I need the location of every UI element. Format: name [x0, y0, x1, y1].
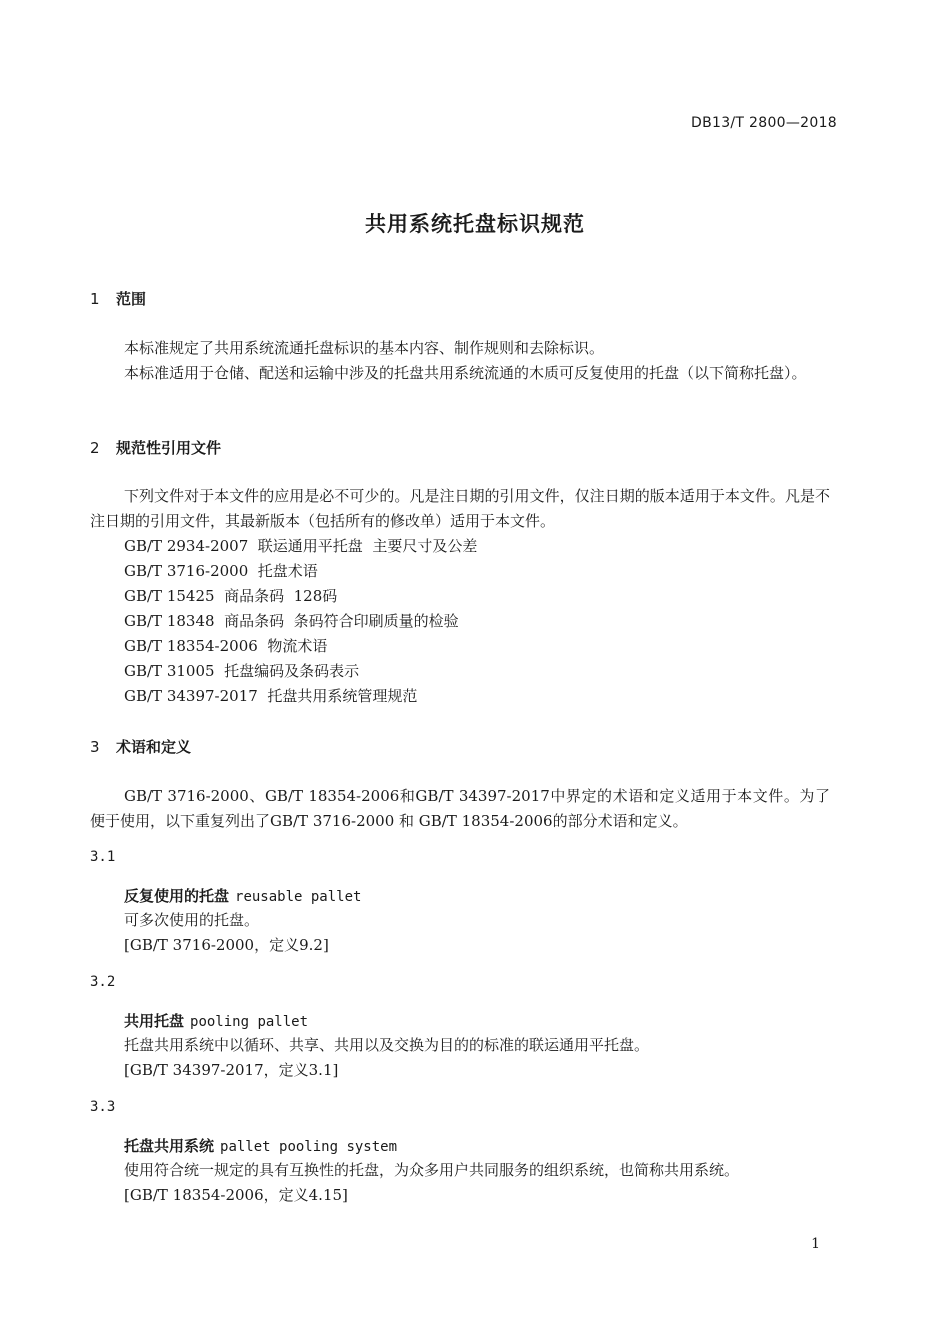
- section-heading: [90, 437, 221, 458]
- paragraph: 本标准规定了共用系统流通托盘标识的基本内容、制作规则和去除标识。: [124, 339, 605, 357]
- section-title: 范围: [116, 290, 147, 308]
- term-number: 3.3: [90, 1099, 116, 1115]
- term-name: [124, 885, 361, 906]
- term-number: 3.1: [90, 849, 116, 865]
- section-number: 2: [90, 439, 100, 457]
- paragraph: 下列文件对于本文件的应用是必不可少的。凡是注日期的引用文件，仅注日期的版本适用于本文件。凡是不注日期的引用文件，其最新版本（包括所有的修改单）适用于本文件。: [90, 487, 830, 530]
- term-zh: 反复使用的托盘: [124, 887, 230, 905]
- standard-code: DB13/T 2800—2018: [691, 115, 837, 131]
- term-en: reusable pallet: [235, 889, 362, 905]
- section-title: 规范性引用文件: [116, 439, 222, 457]
- paragraph: GB/T 3716-2000、GB/T 18354-2006和GB/T 34397-2017中界定的术语和定义适用于本文件。为了便于使用，以下重复列出了GB/T 3716-2000 和 GB/T 18354-2006的部分术语和定义。: [90, 787, 830, 830]
- reference-item: GB/T 3716-2000 托盘术语: [124, 562, 318, 580]
- reference-item: GB/T 31005 托盘编码及条码表示: [124, 662, 360, 680]
- term-definition: 托盘共用系统中以循环、共享、共用以及交换为目的的标准的联运通用平托盘。: [124, 1036, 650, 1054]
- reference-item: GB/T 34397-2017 托盘共用系统管理规范: [124, 687, 418, 705]
- term-en: pooling pallet: [190, 1014, 309, 1030]
- reference-item: GB/T 18354-2006 物流术语: [124, 637, 328, 655]
- term-en: pallet pooling system: [220, 1139, 398, 1155]
- term-source: [GB/T 18354-2006，定义4.15]: [124, 1186, 348, 1204]
- term-zh: 共用托盘: [124, 1012, 185, 1030]
- document-title: 共用系统托盘标识规范: [365, 212, 585, 236]
- section-number: 3: [90, 738, 100, 756]
- term-definition: 可多次使用的托盘。: [124, 911, 260, 929]
- term-number: 3.2: [90, 974, 116, 990]
- section-heading: [90, 736, 191, 757]
- term-zh: 托盘共用系统: [124, 1137, 215, 1155]
- paragraph: 本标准适用于仓储、配送和运输中涉及的托盘共用系统流通的木质可反复使用的托盘（以下简称托盘）。: [124, 364, 807, 382]
- reference-item: GB/T 15425 商品条码 128码: [124, 587, 338, 605]
- reference-item: GB/T 18348 商品条码 条码符合印刷质量的检验: [124, 612, 459, 630]
- term-name: [124, 1135, 397, 1156]
- term-source: [GB/T 3716-2000，定义9.2]: [124, 936, 329, 954]
- section-number: 1: [90, 290, 100, 308]
- term-source: [GB/T 34397-2017，定义3.1]: [124, 1061, 339, 1079]
- section-title: 术语和定义: [116, 738, 192, 756]
- page-number: 1: [811, 1236, 820, 1252]
- term-definition: 使用符合统一规定的具有互换性的托盘，为众多用户共同服务的组织系统，也简称共用系统。: [124, 1161, 740, 1179]
- section-heading: [90, 288, 146, 309]
- term-name: [124, 1010, 308, 1031]
- reference-item: GB/T 2934-2007 联运通用平托盘 主要尺寸及公差: [124, 537, 478, 555]
